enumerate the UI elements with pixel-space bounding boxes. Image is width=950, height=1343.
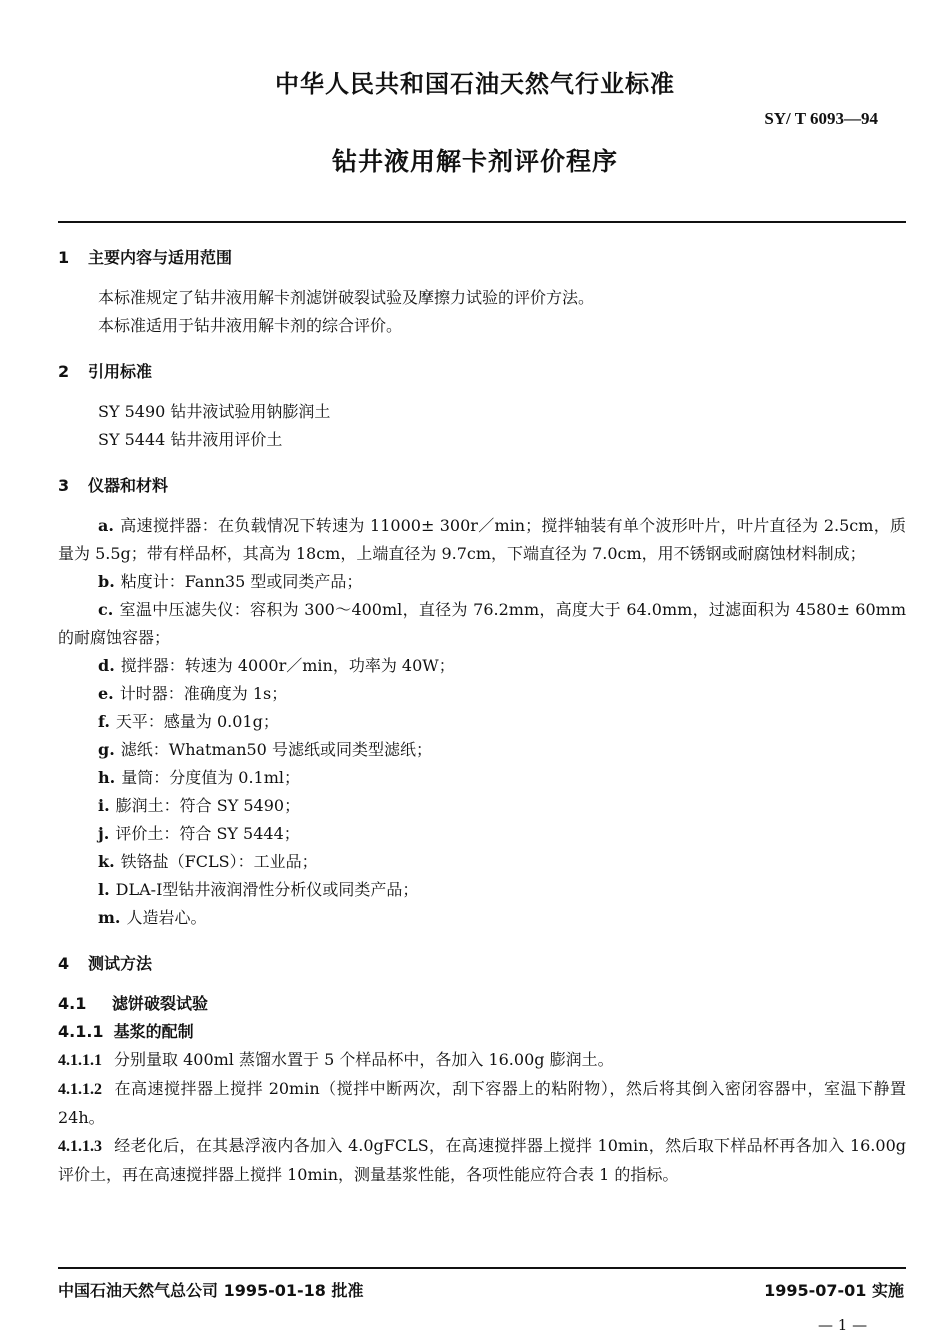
list-item: f. 天平：感量为 0.01g； [98, 712, 279, 731]
section-number: 1 [58, 248, 70, 267]
list-item: j. 评价土：符合 SY 5444； [98, 824, 300, 843]
section-3-heading [58, 472, 906, 500]
equipment-list [58, 512, 906, 932]
clause: 4.1.1.3 经老化后，在其悬浮液内各加入 4.0gFCLS，在高速搅拌器上搅拌 10min，然后取下样品杯再各加入 16.00g 评价土，再在高速搅拌器上搅拌 10min，测量基浆性能，各项性能应符合表 1 的指标。 [58, 1136, 906, 1184]
section-4-heading [58, 950, 906, 978]
document-title: 钻井液用解卡剂评价程序 [331, 147, 618, 176]
standard-code: SY/ T 6093—94 [764, 109, 878, 128]
section-number: 2 [58, 362, 70, 381]
list-item: m. 人造岩心。 [98, 908, 207, 927]
clause: 4.1.1.2 在高速搅拌器上搅拌 20min（搅拌中断两次，刮下容器上的粘附物），然后将其倒入密闭容器中，室温下静置 24h。 [58, 1079, 906, 1127]
organization-title: 中华人民共和国石油天然气行业标准 [275, 70, 675, 98]
list-item: g. 滤纸：Whatman50 号滤纸或同类型滤纸； [98, 740, 432, 759]
list-item: l. DLA-Ⅰ型钻井液润滑性分析仪或同类产品； [98, 880, 419, 899]
list-item: k. 铁铬盐（FCLS）：工业品； [98, 852, 318, 871]
section-title: 仪器和材料 [88, 476, 169, 495]
list-item: b. 粘度计：Fann35 型或同类产品； [98, 572, 363, 591]
bottom-divider [58, 1267, 906, 1269]
section-number: 3 [58, 476, 70, 495]
approval-line: 中国石油天然气总公司 1995-01-18 批准 [58, 1281, 364, 1300]
list-item: i. 膨润土：符合 SY 5490； [98, 796, 301, 815]
top-divider [58, 221, 906, 223]
list-item: a. 高速搅拌器：在负载情况下转速为 11000± 300r／min；搅拌轴装有单个波形叶片，叶片直径为 2.5cm，质量为 5.5g；带有样品杯，其高为 18cm，上端直径为 9.7cm，下端直径为 7.0cm，用不锈钢或耐腐蚀材料制成； [58, 516, 906, 563]
section-number: 4 [58, 954, 70, 973]
list-item: e. 计时器：准确度为 1s； [98, 684, 288, 703]
reference-item: SY 5444 钻井液用评价土 [98, 430, 283, 449]
clause: 4.1.1.1 分别量取 400ml 蒸馏水置于 5 个样品杯中，各加入 16.00g 膨润土。 [58, 1050, 614, 1069]
reference-item: SY 5490 钻井液试验用钠膨润土 [98, 402, 331, 421]
subsection-heading: 4.1.1 基浆的配制 [58, 1022, 194, 1041]
paragraph: 本标准规定了钻井液用解卡剂滤饼破裂试验及摩擦力试验的评价方法。 [98, 288, 595, 307]
list-item: h. 量筒：分度值为 0.1ml； [98, 768, 301, 787]
subsection-heading: 4.1 滤饼破裂试验 [58, 994, 209, 1013]
section-1-heading [58, 244, 906, 272]
section-title: 引用标准 [88, 362, 153, 381]
section-2-heading [58, 358, 906, 386]
section-title: 测试方法 [88, 954, 153, 973]
list-item: d. 搅拌器：转速为 4000r／min，功率为 40W； [98, 656, 455, 675]
implementation-date: 1995-07-01 实施 [764, 1281, 904, 1300]
list-item: c. 室温中压滤失仪：容积为 300～400ml，直径为 76.2mm，高度大于 64.0mm，过滤面积为 4580± 60mm 的耐腐蚀容器； [58, 600, 906, 647]
paragraph: 本标准适用于钻井液用解卡剂的综合评价。 [98, 316, 403, 335]
document-body [58, 240, 906, 1189]
section-title: 主要内容与适用范围 [88, 248, 233, 267]
page-number: — 1 — [818, 1316, 868, 1334]
